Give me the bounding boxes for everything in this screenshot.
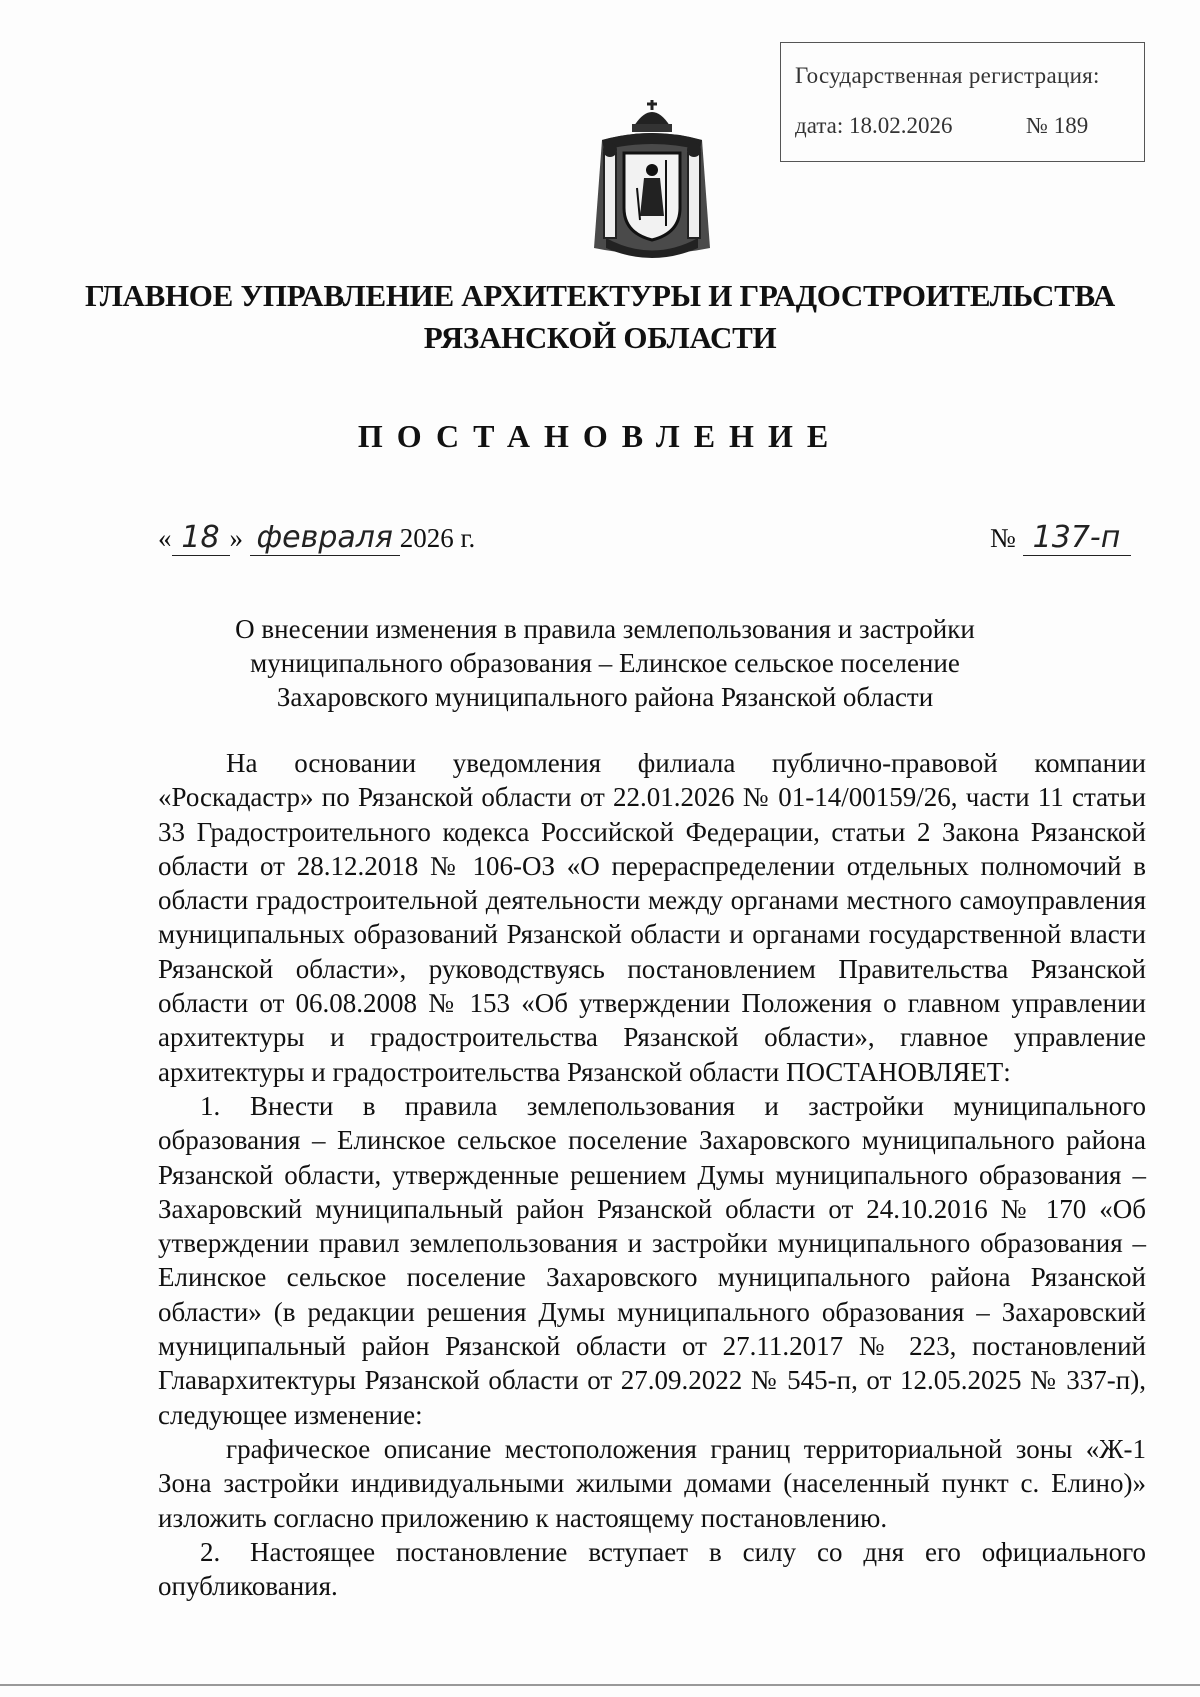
date-open-quote: « xyxy=(158,523,172,553)
preamble-paragraph: На основании уведомления филиала публично-правовой компании «Роскадастр» по Рязанской области от 22.01.2026 № 01-14/00159/26, части 11 статьи 33 Градостроительного кодекса Российской Федерации, статьи 2 Закона Рязанской области от 28.12.2018 № 106-ОЗ «О перераспределении отдельных полномочий в области градостроительной деятельности между органами местного самоуправления муниципальных образований Рязанской области и органами государственной власти Рязанской области», руководствуясь постановлением Правительства Рязанской области от 06.08.2008 № 153 «Об утверждении Положения о главном управлении архитектуры и градостроительства Рязанской области», главное управление архитектуры и градостроительства Рязанской области ПОСТАНОВЛЯЕТ: xyxy=(158,748,1146,1087)
item-1-paragraph xyxy=(158,1089,1146,1432)
organization-name xyxy=(60,275,1140,359)
date-month-handwritten: февраля xyxy=(250,520,400,556)
item-2-text: Настоящее постановление вступает в силу со дня его официального опубликования. xyxy=(158,1536,1146,1602)
item-2-number: 2. xyxy=(200,1536,221,1567)
date-day-handwritten: 18 xyxy=(172,520,230,556)
registration-title: Государственная регистрация: xyxy=(795,63,1100,88)
date-close-quote: » xyxy=(229,523,243,553)
item-1-change-paragraph: графическое описание местоположения границ территориальной зоны «Ж-1 Зона застройки индивидуальными жилыми домами (населенный пункт с. Елино)» изложить согласно приложению к настоящему постановлению. xyxy=(158,1433,1146,1533)
item-1-number: 1. xyxy=(200,1090,221,1121)
document-number xyxy=(990,520,1131,556)
organization-line-1: ГЛАВНОЕ УПРАВЛЕНИЕ АРХИТЕКТУРЫ И ГРАДОСТРОИТЕЛЬСТВА xyxy=(84,278,1115,313)
registration-date: дата: 18.02.2026 xyxy=(795,113,953,138)
item-2-paragraph xyxy=(158,1535,1146,1604)
number-value-handwritten: 137-п xyxy=(1023,520,1131,556)
page-bottom-edge xyxy=(0,1684,1200,1686)
document-date xyxy=(158,520,475,556)
document-subject xyxy=(160,612,1050,714)
registration-stamp xyxy=(780,42,1145,162)
coat-of-arms-icon xyxy=(582,98,722,263)
document-body xyxy=(158,746,1146,1603)
registration-number: № 189 xyxy=(1026,113,1089,138)
subject-line-3: Захаровского муниципального района Рязанской области xyxy=(276,682,934,712)
organization-line-2: РЯЗАНСКОЙ ОБЛАСТИ xyxy=(423,320,777,355)
document-type: ПОСТАНОВЛЕНИЕ xyxy=(357,418,843,454)
item-1-text: Внести в правила землепользования и застройки муниципального образования – Елинское сельское поселение Захаровского муниципального района Рязанской области, утвержденные решением Думы муниципального образования – Захаровский муниципальный район Рязанской области от 24.10.2016 № 170 «Об утверждении правил землепользования и застройки муниципального образования – Елинское сельское поселение Захаровского муниципального района Рязанской области» (в редакции решения Думы муниципального образования – Захаровский муниципальный район Рязанской области от 27.11.2017 № 223, постановлений Главархитектуры Рязанской области от 27.09.2022 № 545-п, от 12.05.2025 № 337-п), следующее изменение: xyxy=(158,1090,1146,1430)
date-year: 2026 г. xyxy=(399,523,476,553)
subject-line-2: муниципального образования – Елинское сельское поселение xyxy=(250,648,960,678)
subject-line-1: О внесении изменения в правила землепользования и застройки xyxy=(235,614,975,644)
number-label: № xyxy=(990,523,1016,553)
